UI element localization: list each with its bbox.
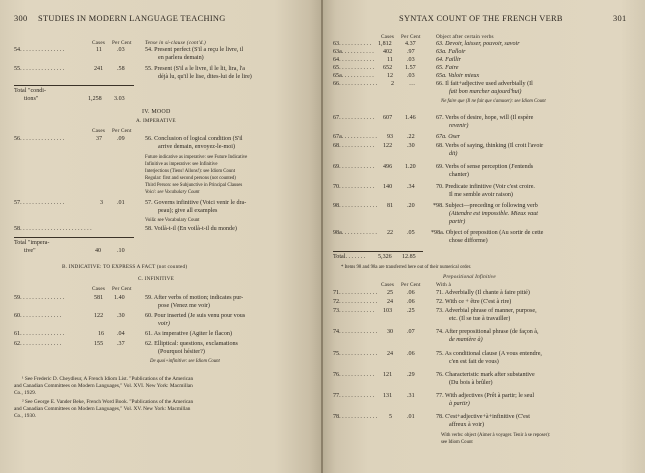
with-verbs-ref: see Idiom Count xyxy=(441,440,473,445)
row-68-num: 68. . . . . . . . . . . . xyxy=(333,143,375,149)
row-64-text: 64. Faillir xyxy=(436,57,462,63)
row-62-cases: 155 xyxy=(94,341,104,347)
row-65-text: 65. Faire xyxy=(436,65,459,71)
row-59-pct: 1.40 xyxy=(114,295,125,301)
total-conditions-label-2: tions" xyxy=(24,96,39,102)
col-head-with: With à xyxy=(436,282,451,288)
row-76-cases: 121 xyxy=(383,372,393,378)
row-77-text-2: à partir) xyxy=(449,401,470,407)
row-56-pct: .09 xyxy=(117,136,125,142)
col-head-cases: Cases xyxy=(381,34,395,40)
row-60-num: 60. . . . . . . . . . . . . . xyxy=(14,313,62,319)
row-77-num: 77. . . . . . . . . . . . xyxy=(333,393,375,399)
row-62-pct: .37 xyxy=(117,341,125,347)
row-61-num: 61. . . . . . . . . . . . . . . xyxy=(14,331,65,337)
left-running-head: STUDIES IN MODERN LANGUAGE TEACHING xyxy=(38,14,226,23)
row-55-cases: 241 xyxy=(94,66,104,72)
total-imperative-label-1: Total "impera- xyxy=(14,240,50,246)
row-78-pct: .01 xyxy=(407,414,415,420)
row-59-cases: 581 xyxy=(94,295,104,301)
divider-line xyxy=(14,85,134,86)
row-60-cases: 122 xyxy=(94,313,104,319)
total-label: Total. . . . . . . xyxy=(333,254,366,260)
row-65a-pct: .03 xyxy=(407,73,415,79)
row-62-text-2: (Pourquoi hésiter?) xyxy=(158,349,205,355)
left-page-number: 300 xyxy=(14,14,28,23)
row-78-text-1: 78. C'est+adjective+à+infinitive (C'est xyxy=(436,414,530,420)
section-mood: IV. MOOD xyxy=(142,109,171,115)
row-71-text: 71. Adverbially (Il chante à faire pitié) xyxy=(436,290,530,296)
row-98-num: 98. . . . . . . . . . . . . xyxy=(333,203,378,209)
row-60-text-1: 60. Pour inserted (Je suis venu pour vous xyxy=(145,313,246,319)
right-page-number: 301 xyxy=(613,14,627,23)
ref-line: Regular: first and second persons (not counted) xyxy=(145,176,236,181)
row-55-pct: .58 xyxy=(117,66,125,72)
row-57-num: 57. . . . . . . . . . . . . . . xyxy=(14,200,65,206)
footnote-line: Co., 1929. xyxy=(14,390,37,396)
row-70-pct: .34 xyxy=(407,184,415,190)
row-73-pct: .25 xyxy=(407,308,415,314)
row-67-num: 67. . . . . . . . . . . . xyxy=(333,115,375,121)
ref-line: Infinitive as imperative: see Infinitive xyxy=(145,162,218,167)
total-imperative-label-2: tive" xyxy=(24,248,36,254)
transfer-note: * Items 98 and 98a are transferred here out of their numerical order. xyxy=(341,265,472,270)
row-67-text-2: revenir) xyxy=(449,123,469,129)
row-73-text-1: 73. Adverbial phrase of manner, purpose, xyxy=(436,308,537,314)
row-55-text-1: 55. Present (S'il a le livre, il le lit, lira, l'a xyxy=(145,66,246,72)
row-76-num: 76. . . . . . . . . . . . xyxy=(333,372,375,378)
row-66-pct: … xyxy=(409,81,416,87)
row-68-text-1: 68. Verbs of saying, thinking (Il croit l'avoir xyxy=(436,143,544,149)
ne-faire-ref: Ne faire que (Il ne fait que s'amuser): see Idiom Count xyxy=(441,99,546,104)
row-57-text-2: peau); give all examples xyxy=(158,208,218,214)
row-56-cases: 37 xyxy=(96,136,103,142)
de-ref: De quoi+infinitive: see Idiom Count xyxy=(150,359,220,364)
row-61-text-1: 61. As imperative (Agiter le flacon) xyxy=(145,331,232,337)
col-head-cases: Cases xyxy=(92,40,106,46)
footnote-line: ¹ See Frederic D. Cheydleur, A French Idiom List. "Publications of the American xyxy=(22,376,194,382)
row-76-text-2: (Du bois à brûler) xyxy=(449,380,493,386)
divider-line xyxy=(333,251,423,252)
row-74-cases: 30 xyxy=(387,329,394,335)
row-59-num: 59. . . . . . . . . . . . . . . xyxy=(14,295,65,301)
col-head-per-cent: Per Cent xyxy=(112,40,132,46)
row-55-text-2: déjà lu, qu'il le lise, dites-lui de le lire) xyxy=(158,74,252,80)
row-69-pct: 1.20 xyxy=(405,164,416,170)
row-66-text-2: fait bon marcher aujourd'hui) xyxy=(449,89,522,95)
row-98-text-3: partir) xyxy=(449,219,466,225)
footnote-line: ² See George E. Vander Beke, French Word Book. "Publications of the American xyxy=(22,399,194,405)
col-head-cases-2: Cases xyxy=(92,128,106,134)
row-63-num: 63. . . . . . . . . . . xyxy=(333,41,372,47)
row-68-cases: 122 xyxy=(383,143,393,149)
ref-line: Interjections (Tiens! Allons!): see Idiom Count xyxy=(145,169,236,174)
row-67a-num: 67a. . . . . . . . . . . . xyxy=(333,134,377,140)
row-76-pct: .29 xyxy=(407,372,415,378)
row-57-cases: 3 xyxy=(100,200,104,206)
row-73-text-2: etc. (Il se tue à travailler) xyxy=(449,316,511,322)
row-73-num: 73. . . . . . . . . . . . xyxy=(333,308,375,314)
row-65a-text: 65a. Valoir mieux xyxy=(436,73,480,79)
row-56-num: 56. . . . . . . . . . . . . . . xyxy=(14,136,65,142)
footnote-line: and Canadian Committees on Modern Languages," Vol. XV. New York: Macmillan xyxy=(14,406,191,412)
row-61-cases: 16 xyxy=(98,331,105,337)
row-75-text-1: 75. As conditional clause (A vous entendre, xyxy=(436,351,542,357)
row-74-text-1: 74. After prepositional phrase (de façon à, xyxy=(436,329,539,335)
row-57-text-1: 57. Governs infinitive (Voici venir le dra- xyxy=(145,200,247,206)
row-69-text-1: 69. Verbs of sense perception (J'entends xyxy=(436,164,534,170)
row-72-num: 72. . . . . . . . . . . . . xyxy=(333,299,378,305)
right-running-head: SYNTAX COUNT OF THE FRENCH VERB xyxy=(399,14,563,23)
row-68-text-2: dit) xyxy=(449,151,458,157)
row-72-text: 72. With ce + être (C'est à rire) xyxy=(436,299,512,305)
row-71-num: 71. . . . . . . . . . . . . xyxy=(333,290,378,296)
row-67-text-1: 67. Verbs of desire, hope, will (Il espère xyxy=(436,115,534,121)
divider-line xyxy=(14,237,134,238)
row-98-pct: .20 xyxy=(407,203,415,209)
row-63-cases: 1,812 xyxy=(378,41,392,47)
row-75-num: 75. . . . . . . . . . . . . xyxy=(333,351,378,357)
total-imperative-pct: .10 xyxy=(117,248,125,254)
row-72-cases: 24 xyxy=(387,299,394,305)
row-55-num: 55. . . . . . . . . . . . . . . xyxy=(14,66,65,72)
sub-imperative: A. IMPERATIVE xyxy=(136,118,176,124)
row-64-num: 64. . . . . . . . . . . . xyxy=(333,57,375,63)
col-head-tense: Tense in si-clause (cont'd.) xyxy=(145,40,206,46)
right-page xyxy=(323,0,645,473)
row-69-num: 69. . . . . . . . . . . . xyxy=(333,164,375,170)
row-78-text-2: affreux à voir) xyxy=(449,422,485,428)
row-63-text: 63. Devoir, laisser, pouvoir, savoir xyxy=(436,41,520,47)
row-70-num: 70. . . . . . . . . . . . xyxy=(333,184,375,190)
total-imperative-cases: 40 xyxy=(95,248,102,254)
row-98-text-1: *98. Subject—preceding or following verb xyxy=(433,203,538,209)
col-head-object: Object after certain verbs xyxy=(436,34,494,40)
row-66-num: 66. . . . . . . . . . . . . xyxy=(333,81,378,87)
row-64-pct: .03 xyxy=(407,57,415,63)
total-pct: 12.85 xyxy=(402,254,416,260)
row-98a-num: 98a. . . . . . . . . . . . xyxy=(333,230,377,236)
footnote-line: and Canadian Committees on Modern Languages," Vol. XVI. New York: Macmillan xyxy=(14,383,193,389)
row-67a-cases: 93 xyxy=(387,134,394,140)
row-77-cases: 131 xyxy=(383,393,393,399)
row-54-cases: 11 xyxy=(96,47,102,53)
row-98a-cases: 22 xyxy=(387,230,394,236)
total-conditions-label-1: Total "condi- xyxy=(14,88,47,94)
row-67a-pct: .22 xyxy=(407,134,415,140)
row-69-text-2: chanter) xyxy=(449,172,469,178)
row-74-num: 74. . . . . . . . . . . . . xyxy=(333,329,378,335)
row-66-cases: 2 xyxy=(391,81,395,87)
row-61-pct: .04 xyxy=(117,331,125,337)
row-75-cases: 24 xyxy=(387,351,394,357)
row-98a-text-2: chose difforme) xyxy=(449,238,488,244)
row-71-pct: .06 xyxy=(407,290,415,296)
row-75-pct: .06 xyxy=(407,351,415,357)
row-60-text-2: voir) xyxy=(158,321,170,327)
row-98a-text-1: *98a. Object of preposition (Au sortir de cette xyxy=(431,230,544,236)
col-head-cases-2: Cases xyxy=(381,282,395,288)
section-indicative: B. INDICATIVE: TO EXPRESS A FACT (not counted) xyxy=(62,264,188,270)
row-58-text-1: 58. Voilà-t-il (En voilà-t-il du monde) xyxy=(145,226,237,232)
row-74-pct: .07 xyxy=(407,329,415,335)
row-98a-pct: .05 xyxy=(407,230,415,236)
row-65a-cases: 12 xyxy=(387,73,394,79)
row-78-num: 78. . . . . . . . . . . . . xyxy=(333,414,378,420)
section-infinitive: C. INFINITIVE xyxy=(138,276,175,282)
row-57-pct: .01 xyxy=(117,200,125,206)
row-70-text-2: Il me semble avoir raison) xyxy=(449,192,513,198)
row-54-text-1: 54. Present perfect (S'il a reçu le livre, il xyxy=(145,47,244,53)
row-62-num: 62. . . . . . . . . . . . . . xyxy=(14,341,62,347)
row-66-text-1: 66. Il fait+adjective used adverbially (Il xyxy=(436,81,533,87)
with-verbs-ref: With verbs: object (Aimer à voyager. Tenir à se reposer): xyxy=(441,433,551,438)
row-63a-text: 63a. Falloir xyxy=(436,49,466,55)
row-70-cases: 140 xyxy=(383,184,393,190)
total-conditions-pct: 3.03 xyxy=(114,96,125,102)
row-54-pct: .03 xyxy=(117,47,125,53)
row-77-text-1: 77. With adjectives (Prêt à partir; le seul xyxy=(436,393,535,399)
row-58-num: 58. . . . . . . . . . . . . . . . . . . . . . . . xyxy=(14,226,92,232)
row-63-pct: 4.37 xyxy=(405,41,416,47)
row-98-cases: 81 xyxy=(387,203,394,209)
row-76-text-1: 76. Characteristic mark after substantive xyxy=(436,372,535,378)
col-head-per-cent-2: Per Cent xyxy=(401,282,421,288)
ref-line: Future indicative as imperative: see Future Indicative xyxy=(145,155,248,160)
row-67a-text: 67a. Oser xyxy=(436,134,461,140)
voila-ref: Voilà: see Vocabulary Count xyxy=(145,218,200,223)
row-64-cases: 11 xyxy=(387,57,393,63)
row-59-text-2: pose (Venez me voir) xyxy=(158,303,210,309)
col-head-cases-3: Cases xyxy=(92,286,106,292)
row-73-cases: 103 xyxy=(383,308,393,314)
total-cases: 5,326 xyxy=(378,254,392,260)
footnote-line: Co., 1930. xyxy=(14,413,37,419)
row-65-pct: 1.57 xyxy=(405,65,416,71)
row-67-cases: 607 xyxy=(383,115,393,121)
prep-infinitive-head: Prepositional Infinitive xyxy=(443,274,496,280)
row-65-num: 65. . . . . . . . . . . . xyxy=(333,65,375,71)
row-63a-num: 63a. . . . . . . . . . . xyxy=(333,49,374,55)
row-72-pct: .06 xyxy=(407,299,415,305)
row-67-pct: 1.46 xyxy=(405,115,416,121)
total-conditions-cases: 1,258 xyxy=(88,96,102,102)
row-63a-pct: .97 xyxy=(407,49,415,55)
row-54-text-2: en parlera demain) xyxy=(158,55,204,61)
ref-line: Third Person: see Subjunctive in Principal Clauses xyxy=(145,183,243,188)
row-69-cases: 496 xyxy=(383,164,393,170)
row-62-text-1: 62. Elliptical: questions, exclamations xyxy=(145,341,238,347)
row-60-pct: .30 xyxy=(117,313,125,319)
row-65a-num: 65a. . . . . . . . . . . xyxy=(333,73,374,79)
row-68-pct: .30 xyxy=(407,143,415,149)
row-59-text-1: 59. After verbs of motion; indicates pur- xyxy=(145,295,244,301)
row-65-cases: 652 xyxy=(383,65,393,71)
row-56-text-1: 56. Conclusion of logical condition (S'il xyxy=(145,136,243,142)
row-56-text-2: arrive demain, envoyez-le-moi) xyxy=(158,144,235,150)
row-77-pct: .31 xyxy=(407,393,415,399)
col-head-per-cent-2: Per Cent xyxy=(112,128,132,134)
row-98-text-2: (Attendre est impossible. Mieux vaut xyxy=(449,211,538,217)
col-head-per-cent: Per Cent xyxy=(401,34,421,40)
col-head-per-cent-3: Per Cent xyxy=(112,286,132,292)
row-70-text-1: 70. Predicate infinitive (Voir c'est croire. xyxy=(436,184,535,190)
row-54-num: 54. . . . . . . . . . . . . . . xyxy=(14,47,65,53)
row-75-text-2: c'en est fait de vous) xyxy=(449,359,499,365)
row-63a-cases: 402 xyxy=(383,49,393,55)
row-71-cases: 25 xyxy=(387,290,394,296)
row-74-text-2: de manière à) xyxy=(449,337,483,343)
ref-line: Voici: see Vocabulary Count xyxy=(145,190,200,195)
row-78-cases: 5 xyxy=(389,414,393,420)
